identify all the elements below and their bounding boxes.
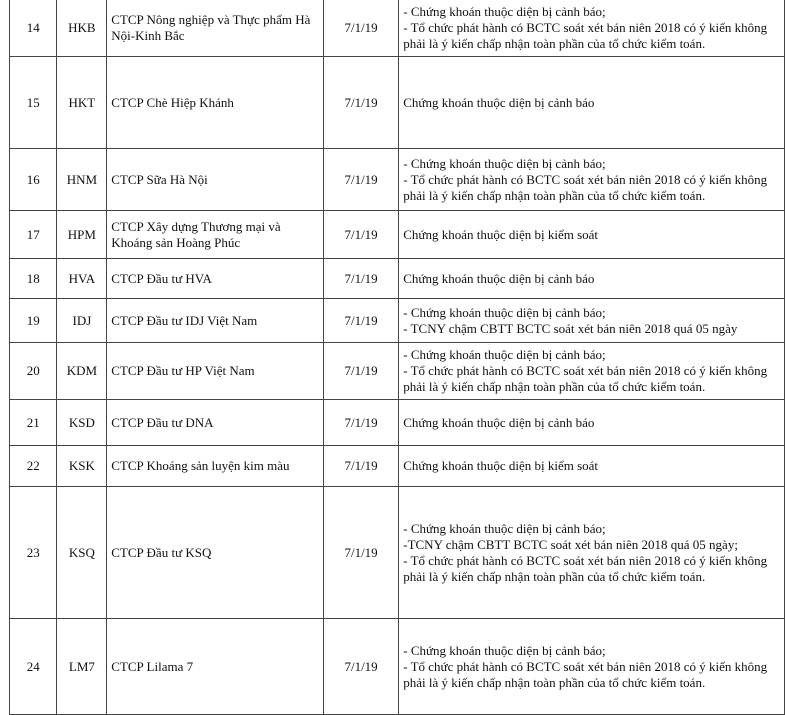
table-row [10,619,785,715]
ticker-code: KDM [57,343,107,400]
row-number: 23 [10,487,57,619]
table-row [10,211,785,259]
table-row [10,0,785,57]
row-number: 18 [10,259,57,299]
reason-line: - Tổ chức phát hành có BCTC soát xét bán niên 2018 có ý kiến không [403,552,768,568]
company-name: CTCP Đầu tư HP Việt Nam [107,343,324,400]
ticker-code: HKB [57,0,107,57]
ticker-code: KSQ [57,487,107,619]
reason-cell [399,259,785,299]
effective-date: 7/1/19 [323,57,398,149]
row-number: 16 [10,149,57,211]
reason-line: - Chứng khoán thuộc diện bị cảnh báo; [403,155,606,171]
table-row [10,487,785,619]
reason-cell [399,57,785,149]
ticker-code: HNM [57,149,107,211]
reason-line: Chứng khoán thuộc diện bị cảnh báo [403,414,595,430]
reason-line: phải là ý kiến chấp nhận toàn phần của tổ chức kiểm toán. [403,568,706,584]
reason-cell [399,299,785,343]
reason-line: Chứng khoán thuộc diện bị cảnh báo [403,270,595,286]
reason-cell [399,149,785,211]
reason-line: - Chứng khoán thuộc diện bị cảnh báo; [403,304,606,320]
effective-date: 7/1/19 [323,0,398,57]
effective-date: 7/1/19 [323,446,398,487]
ticker-code: LM7 [57,619,107,715]
table-row [10,299,785,343]
row-number: 21 [10,400,57,446]
reason-line: - Tổ chức phát hành có BCTC soát xét bán niên 2018 có ý kiến không [403,171,768,187]
ticker-code: KSD [57,400,107,446]
row-number: 24 [10,619,57,715]
ticker-code: HPM [57,211,107,259]
reason-line: - Tổ chức phát hành có BCTC soát xét bán niên 2018 có ý kiến không [403,658,768,674]
row-number: 14 [10,0,57,57]
reason-line: phải là ý kiến chấp nhận toàn phần của tổ chức kiểm toán. [403,35,706,51]
reason-line: Chứng khoán thuộc diện bị kiểm soát [403,226,599,242]
effective-date: 7/1/19 [323,259,398,299]
effective-date: 7/1/19 [323,487,398,619]
reason-cell [399,619,785,715]
effective-date: 7/1/19 [323,619,398,715]
reason-cell [399,0,785,57]
reason-line: phải là ý kiến chấp nhận toàn phần của tổ chức kiểm toán. [403,187,706,203]
company-name: CTCP Sữa Hà Nội [107,149,324,211]
effective-date: 7/1/19 [323,343,398,400]
ticker-code: HVA [57,259,107,299]
company-name: CTCP Nông nghiệp và Thực phẩm Hà Nội-Kinh Bắc [107,0,324,57]
ticker-code: IDJ [57,299,107,343]
ticker-code: HKT [57,57,107,149]
reason-cell [399,211,785,259]
reason-line: - TCNY chậm CBTT BCTC soát xét bán niên 2018 quá 05 ngày [403,320,738,336]
table-row [10,400,785,446]
company-name: CTCP Đầu tư KSQ [107,487,324,619]
reason-line: - Chứng khoán thuộc diện bị cảnh báo; [403,520,606,536]
reason-cell [399,400,785,446]
reason-line: phải là ý kiến chấp nhận toàn phần của tổ chức kiểm toán. [403,674,706,690]
company-name: CTCP Đầu tư HVA [107,259,324,299]
reason-line: - Tổ chức phát hành có BCTC soát xét bán niên 2018 có ý kiến không [403,363,768,378]
row-number: 17 [10,211,57,259]
reason-line: - Chứng khoán thuộc diện bị cảnh báo; [403,3,606,19]
table-row [10,446,785,487]
table-row [10,343,785,400]
reason-cell [399,487,785,619]
company-name: CTCP Xây dựng Thương mại và Khoáng sản Hoàng Phúc [107,211,324,259]
company-name: CTCP Khoáng sản luyện kim màu [107,446,324,487]
reason-line: - Chứng khoán thuộc diện bị cảnh báo; [403,642,606,658]
effective-date: 7/1/19 [323,149,398,211]
row-number: 19 [10,299,57,343]
reason-cell [399,343,785,400]
row-number: 22 [10,446,57,487]
reason-line: -TCNY chậm CBTT BCTC soát xét bán niên 2018 quá 05 ngày; [403,536,738,552]
table-body [10,0,785,715]
row-number: 15 [10,57,57,149]
row-number: 20 [10,343,57,400]
table-row [10,57,785,149]
reason-line: Chứng khoán thuộc diện bị kiểm soát [403,458,599,473]
reason-line: - Chứng khoán thuộc diện bị cảnh báo; [403,347,606,362]
ticker-code: KSK [57,446,107,487]
reason-line: - Tổ chức phát hành có BCTC soát xét bán niên 2018 có ý kiến không [403,19,768,35]
effective-date: 7/1/19 [323,211,398,259]
reason-line: Chứng khoán thuộc diện bị cảnh báo [403,94,595,110]
company-name: CTCP Đầu tư DNA [107,400,324,446]
company-name: CTCP Lilama 7 [107,619,324,715]
table-row [10,149,785,211]
securities-table [9,0,785,715]
effective-date: 7/1/19 [323,400,398,446]
reason-line: phải là ý kiến chấp nhận toàn phần của tổ chức kiểm toán. [403,379,706,394]
company-name: CTCP Chè Hiệp Khánh [107,57,324,149]
table-row [10,259,785,299]
company-name: CTCP Đầu tư IDJ Việt Nam [107,299,324,343]
reason-cell [399,446,785,487]
effective-date: 7/1/19 [323,299,398,343]
